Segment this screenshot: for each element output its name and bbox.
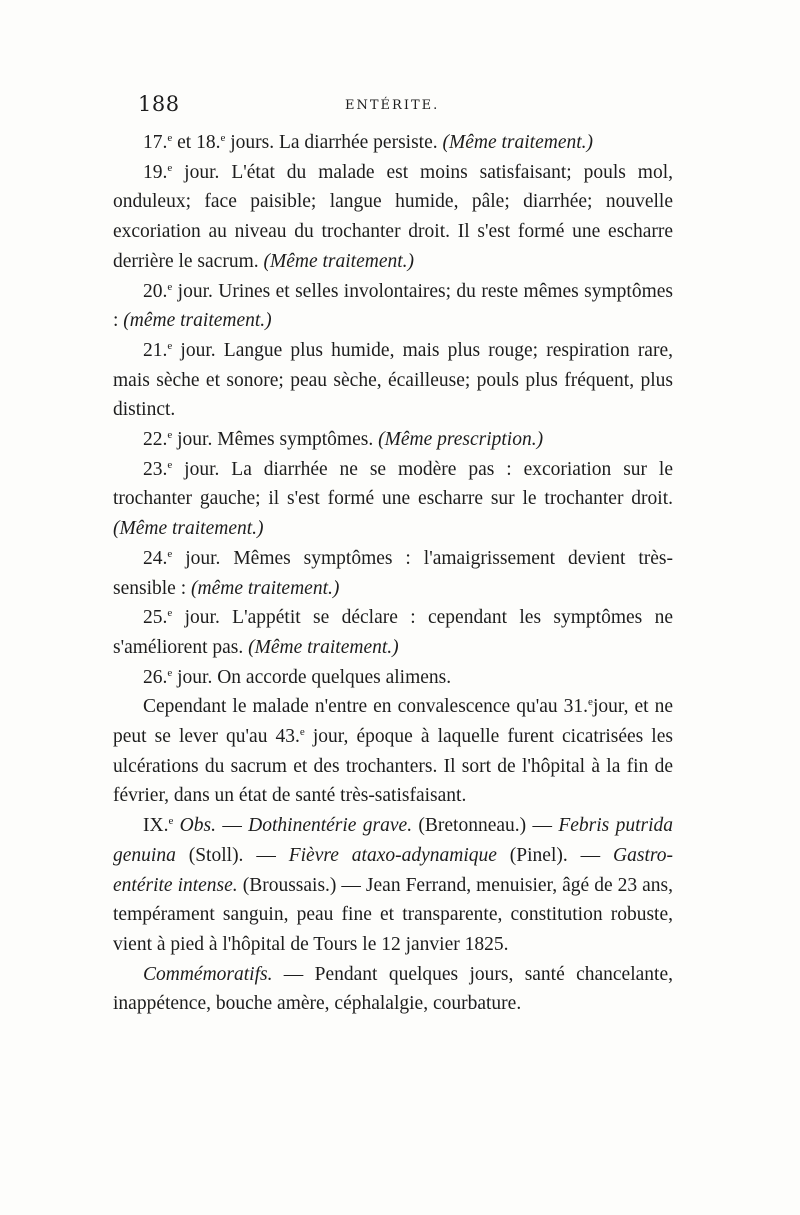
day-entry-20 <box>113 277 673 336</box>
entry-text: jour. Langue plus humide, mais plus rouge; respiration rare, mais sèche et sonore; peau sèche, écailleuse; pouls plus fréquent, plus distinct. <box>113 339 673 421</box>
day-entry-19 <box>113 158 673 277</box>
page-header <box>138 92 658 122</box>
treatment-note: (Même traitement.) <box>248 636 399 658</box>
treatment-note: (Même traitement.) <box>263 250 415 272</box>
treatment-note: (même traitement.) <box>123 310 272 332</box>
synonym-febris: Febris putrida genuina <box>113 815 673 866</box>
day-number: 22.$^e$ <box>143 429 173 451</box>
running-head: ENTÉRITE. <box>345 98 440 113</box>
commemoratifs-text: — Pendant quelques jours, santé chancelante, inappétence, bouche amère, céphalalgie, courbature. <box>113 963 673 1015</box>
day-entry-22 <box>113 425 673 455</box>
day-number: 20.$^e$ <box>143 280 173 302</box>
day-number: 24.$^e$ <box>143 547 173 569</box>
entry-text: jour. L'état du malade est moins satisfaisant; pouls mol, onduleux; face paisible; langue humide, pâle; diarrhée; nouvelle excoriation au niveau du trochanter droit. Il s'est formé une escharre derrière le sacrum. <box>113 161 673 272</box>
day-number: 25.$^e$ <box>143 607 173 629</box>
day-entry-17-18 <box>113 128 673 158</box>
day-number: 19.$^e$ <box>143 161 173 183</box>
day-number: 26.$^e$ <box>143 666 173 688</box>
observation-heading: IX.$^e$ Obs. — Dothinentérie grave. (Bretonneau.) — Febris putrida genuina (Stoll). — Fièvre ataxo-adynamique (Pinel). — Gastro-entérite intense. (Broussais.) — Jean Ferrand, menuisier, âgé de 23 ans, tempérament sanguin, peau fine et transparente, constitution robuste, vient à pied à l'hôpital de Tours le 12 janvier 1825. <box>113 815 673 955</box>
treatment-note: (Même traitement.) <box>113 518 264 540</box>
entry-text: jour. Urines et selles involontaires; du reste mêmes symptômes : <box>113 280 673 332</box>
entry-text: jour. Mêmes symptômes : l'amaigrissement devient très-sensible : <box>113 547 673 599</box>
treatment-note: (Même traitement.) <box>442 132 594 153</box>
entry-text: jour. On accorde quelques alimens. <box>172 666 452 688</box>
body-text <box>113 128 673 1019</box>
commemoratifs-label: Commémoratifs. <box>143 963 273 985</box>
day-entry-24 <box>113 544 673 603</box>
day-entry-25 <box>113 603 673 662</box>
treatment-note: (Même prescription.) <box>378 429 544 451</box>
day-entry-26 <box>113 663 673 693</box>
day-number: 17.$^e$ et 18.$^e$ <box>143 132 226 153</box>
page-number: 188 <box>138 92 180 116</box>
day-number: 21.$^e$ <box>143 339 173 361</box>
entry-text: jours. La diarrhée persiste. <box>225 132 443 153</box>
day-entry-23 <box>113 455 673 544</box>
commemoratifs-paragraph <box>113 960 673 1019</box>
entry-text: jour. Mêmes symptômes. <box>172 429 379 451</box>
synonym-fievre: Fièvre ataxo-adynamique <box>288 844 497 866</box>
treatment-note: (même traitement.) <box>191 577 340 599</box>
patient-description: (Broussais.) — Jean Ferrand, menuisier, âgé de 23 ans, tempérament sanguin, peau fine et transparente, constitution robuste, vient à pied à l'hôpital de Tours le 12 janvier 1825. <box>113 874 673 955</box>
day-number: 23.$^e$ <box>143 458 173 480</box>
day-entry-21 <box>113 336 673 425</box>
observation-title: Dothinentérie grave. <box>248 815 413 837</box>
entry-text: jour. L'appétit se déclare : cependant les symptômes ne s'améliorent pas. <box>113 607 673 658</box>
entry-text: jour. La diarrhée ne se modère pas : excoriation sur le trochanter gauche; il s'est formé une escharre sur le trochanter droit. <box>113 458 673 510</box>
convalescence-paragraph: Cependant le malade n'entre en convalescence qu'au 31.$^e$jour, et ne peut se lever qu'au 43.$^e$ jour, époque à laquelle furent cicatrisées les ulcérations du sacrum et des trochanters. Il sort de l'hôpital à la fin de février, dans un état de santé très-satisfaisant. <box>113 696 673 807</box>
synonym-gastro: Gastro-entérite intense. <box>113 844 673 896</box>
observation-number: IX. <box>143 815 169 837</box>
